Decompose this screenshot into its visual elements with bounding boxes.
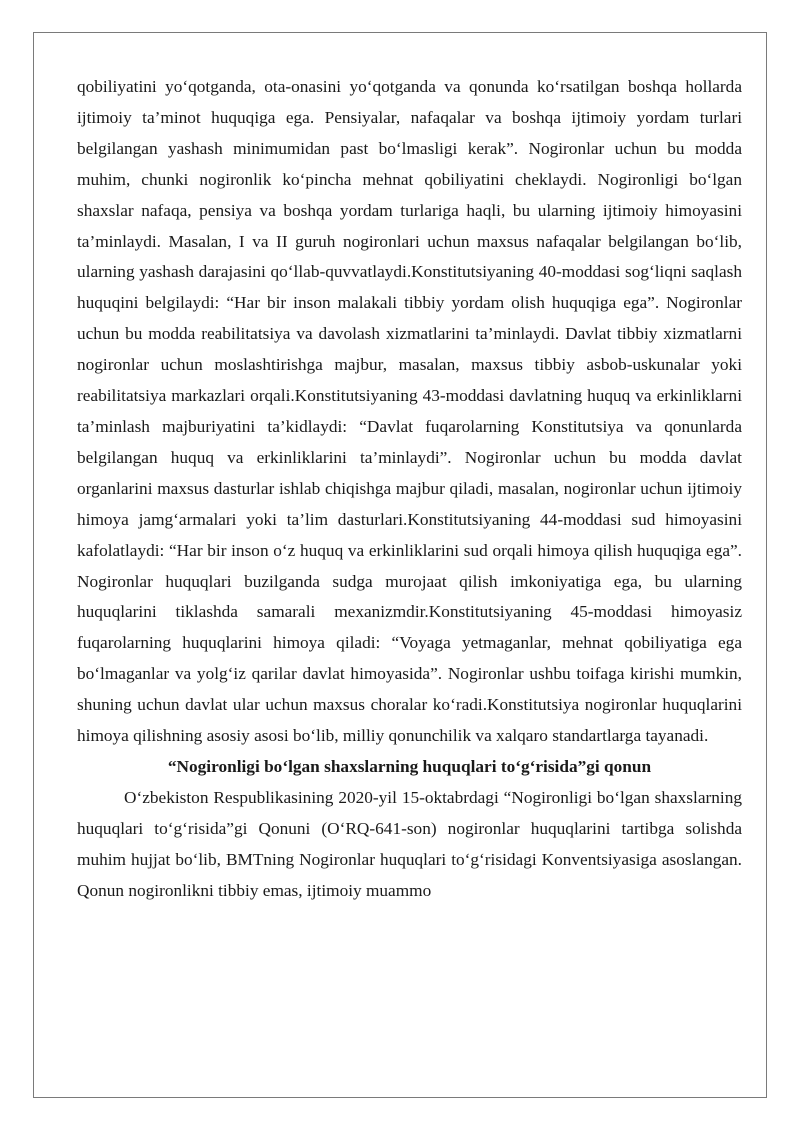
document-body	[77, 72, 742, 906]
section-heading: “Nogironligi bo‘lgan shaxslarning huquqlari to‘g‘risida”gi qonun	[167, 756, 652, 776]
body-paragraph: O‘zbekiston Respublikasining 2020-yil 15-oktabrdagi “Nogironligi bo‘lgan shaxslarning huquqlari to‘g‘risida”gi Qonuni (O‘RQ-641-son) nogironlar huquqlarini tartibga solishda muhim hujjat bo‘lib, BMTning Nogironlar huquqlari to‘g‘risidagi Konventsiyasiga asoslangan. Qonun nogironlikni tibbiy emas, ijtimoiy muammo	[77, 787, 742, 900]
body-paragraph: qobiliyatini yo‘qotganda, ota-onasini yo‘qotganda va qonunda ko‘rsatilgan boshqa hollarda ijtimoiy ta’minot huquqiga ega. Pensiyalar, nafaqalar va boshqa ijtimoiy yordam turlari belgilangan yashash minimumidan past bo‘lmasligi kerak”. Nogironlar uchun bu modda muhim, chunki nogironlik ko‘pincha mehnat qobiliyatini cheklaydi. Nogironligi bo‘lgan shaxslar nafaqa, pensiya va boshqa yordam turlariga haqli, bu ularning ijtimoiy himoyasini ta’minlaydi. Masalan, I va II guruh nogironlari uchun maxsus nafaqalar belgilangan bo‘lib, ularning yashash darajasini qo‘llab-quvvatlaydi.Konstitutsiyaning 40-moddasi sog‘liqni saqlash huquqini belgilaydi: “Har bir inson malakali tibbiy yordam olish huquqiga ega”. Nogironlar uchun bu modda reabilitatsiya va davolash xizmatlarini ta’minlaydi. Davlat tibbiy xizmatlarni nogironlar uchun moslashtirishga majbur, masalan, maxsus tibbiy asbob-uskunalar yoki reabilitatsiya markazlari orqali.Konstitutsiyaning 43-moddasi davlatning huquq va erkinliklarni ta’minlash majburiyatini ta’kidlaydi: “Davlat fuqarolarning Konstitutsiya va qonunlarda belgilangan huquq va erkinliklarini ta’minlaydi”. Nogironlar uchun bu modda davlat organlarini maxsus dasturlar ishlab chiqishga majbur qiladi, masalan, nogironlar uchun ijtimoiy himoya jamg‘armalari yoki ta’lim dasturlari.Konstitutsiyaning 44-moddasi sud himoyasini kafolatlaydi: “Har bir inson o‘z huquq va erkinliklarini sud orqali himoya qilish huquqiga ega”. Nogironlar huquqlari buzilganda sudga murojaat qilish imkoniyatiga ega, bu ularning huquqlarini tiklashda samarali mexanizmdir.Konstitutsiyaning 45-moddasi himoyasiz fuqarolarning huquqlarini himoya qiladi: “Voyaga yetmaganlar, mehnat qobiliyatiga ega bo‘lmaganlar va yolg‘iz qarilar davlat himoyasida”. Nogironlar ushbu toifaga kirishi mumkin, shuning uchun davlat ular uchun maxsus choralar ko‘radi.Konstitutsiya nogironlar huquqlarini himoya qilishning asosiy asosi bo‘lib, milliy qonunchilik va xalqaro standartlarga tayanadi.	[77, 77, 742, 746]
